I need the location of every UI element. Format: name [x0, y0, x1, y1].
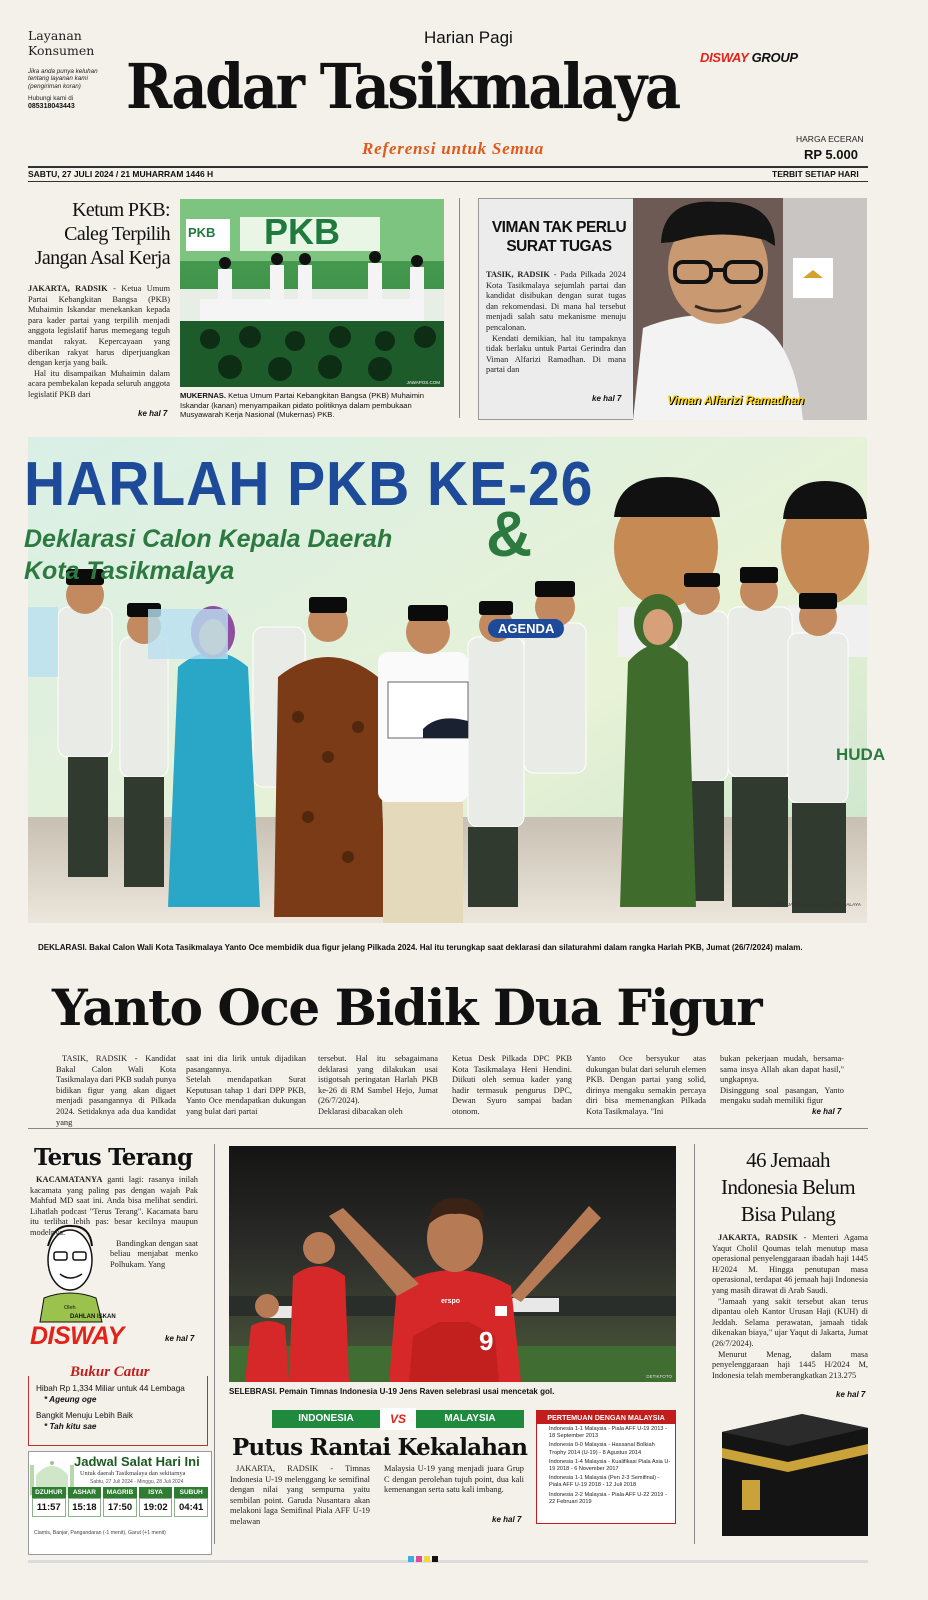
viman-photo: [633, 198, 867, 420]
harlah-photo-credit: RANGGA JATNIKA / RADAR TASIKMALAYA: [765, 903, 861, 908]
prayer-name: SUBUH: [174, 1487, 208, 1498]
viman-photo-name: Viman Alfarizi Ramadhan: [667, 395, 805, 407]
vertical-rule-3: [694, 1144, 695, 1544]
timnas-col-2: Malaysia U-19 yang menjadi juara Grup C dengan perolehan tujuh point, dua kali kemenangan serta satu kali imbang.: [384, 1464, 524, 1495]
pkb-dateline: JAKARTA, RADSIK: [28, 284, 108, 293]
timnas-col-1: JAKARTA, RADSIK - Timnas Indonesia U-19 melenggang ke semifinal dengan nilai yang sempurna yaitu sembilan point. Garuda Nusantara akan melakoni laga Semifinal Piala AFF U-19 melawan: [230, 1464, 370, 1526]
masthead-title: Radar Tasikmalaya: [126, 50, 679, 123]
timnas-jersey-number: 9: [479, 1326, 494, 1356]
team-b-label: MALAYSIA: [416, 1410, 524, 1428]
pertemuan-title: PERTEMUAN DENGAN MALAYSIA: [537, 1411, 675, 1424]
reg-black-mark: [432, 1556, 438, 1562]
pkb-p1: - Ketua Umum Partai Kebangkitan Bangsa (PKB) Muhaimin Iskandar menekankan kepada para kader partai yang terpilih menjadi anggota legislatif harus memegang teguh mandat rakyat. Kepercayaan yang diberikan rakyat harus diperjuangkan dengan kerja yang baik.: [28, 284, 170, 368]
prayer-time: 15:18: [68, 1498, 102, 1517]
jadwal-salat-dates: Sabtu, 27 Juli 2024 · Minggu, 28 Juli 2024: [90, 1479, 184, 1485]
kaaba-icon: [722, 1410, 868, 1536]
jadwal-salat-note: Ciamis, Banjar, Pangandaran (-1 menit), Garut (+1 menit): [34, 1530, 166, 1536]
reg-magenta-mark: [416, 1556, 422, 1562]
prayer-dzuhur: [32, 1487, 66, 1517]
main-bottom-rule: [28, 1128, 868, 1129]
result-item: Indonesia 0-0 Malaysia - Hassanal Bolkiah Trophy 2014 (U-19) - 8 Agustus 2014: [549, 1442, 655, 1456]
prayer-name: DZUHUR: [32, 1487, 66, 1498]
pertemuan-results: [537, 1424, 675, 1506]
timnas-photo: [229, 1146, 676, 1382]
timnas-photo-credit: DETIKFOTO: [646, 1374, 672, 1379]
result-item: Indonesia 1-4 Malaysia - Kualifikasi Piala Asia U-19 2018 - 6 November 2017: [549, 1458, 671, 1473]
team-a-label: INDONESIA: [272, 1410, 380, 1428]
prayer-isya: [139, 1487, 173, 1517]
prayer-time: 19:02: [139, 1498, 173, 1517]
disway-logo: DISWAY: [30, 1322, 124, 1350]
harlah-banner-agenda: AGENDA: [488, 619, 564, 638]
viman-p2: Kendati demikian, hal itu tampaknya tidak berlaku untuk Partai Gerindra dan Viman Alfarizi Ramadhan. Di mana partai dan: [486, 333, 626, 375]
bukur-item-1: Hibah Rp 1,334 Miliar untuk 44 Lembaga: [36, 1384, 185, 1393]
harlah-caption-text: Bakal Calon Wali Kota Tasikmalaya Yanto Oce membidik dua figur jelang Pilkada 2024. Hal itu terungkap saat deklarasi dan silaturahmi dalam rangka Harlah PKB, Jumat (26/7/2024) malam.: [86, 943, 803, 952]
harian-pagi-label: Harian Pagi: [424, 28, 513, 47]
pkb-caption-lead: MUKERNAS.: [180, 391, 226, 400]
prayer-name: ASHAR: [68, 1487, 102, 1498]
pertemuan-box: [536, 1410, 676, 1524]
result-item: Indonesia 1-1 Malaysia - Piala AFF U-19 2013 - 18 September 2013: [549, 1426, 667, 1440]
layanan-hubungi: Hubungi kami di: [28, 95, 74, 102]
main-col-2: saat ini dia lirik untuk dijadikan pasangannya. Setelah mendapatkan Surat Keputusan tahap 1 dari DPP PKB, Yanto Oce mendapatkan dukungan yang bulat dari partai: [186, 1054, 306, 1116]
reg-yellow-mark: [424, 1556, 430, 1562]
pkb-caption: [180, 391, 445, 420]
reg-cyan-mark: [408, 1556, 414, 1562]
terus-terang-body: [30, 1175, 198, 1270]
jemaah-p1: - Menteri Agama Yaqut Cholil Qoumas telah menutup masa operasional penyelenggaraan ibadah haji 1445 H/2024 M. Hingga penutupan masa operasional, terdapat 46 jemaah haji Indonesia yang masih dirawat di Arab Saudi.: [712, 1233, 868, 1295]
pkb-mukernas-photo: [180, 199, 444, 387]
terus-terang-text: ganti lagi: rasanya inilah kacamata yang paling pas dengan wajah Pak Mahfud MD saat ini. Anda bisa melihat sendiri. Lihatlah podcast "Terus Terang". Kacamata baru itu terlihat lebih pas: besar kecilnya maupun modelnya.: [30, 1175, 198, 1237]
terbit-label: TERBIT SETIAP HARI: [772, 169, 859, 179]
main-col-5: Yanto Oce bersyukur atas dukungan bulat dari seluruh elemen PKB. Dengan partai yang solid, dirinya mengaku semakin percaya diri bisa memenangkan Pilkada Kota Tasikmalaya. "Ini: [586, 1054, 707, 1116]
timnas-photo-illustration: [229, 1146, 676, 1382]
viman-photo-illustration: [633, 198, 867, 420]
vertical-rule-1: [459, 198, 460, 418]
disway-group-c: GROUP: [751, 50, 798, 65]
jemaah-p3: Menurut Menag, dalam masa penyelenggaraan haji 1445 H/2024 M, Indonesia telah memberangkatkan 213.275: [712, 1349, 868, 1380]
prayer-magrib: [103, 1487, 137, 1517]
layanan-konsumen-text: Jika anda punya keluhan tentang layanan kami (pengiriman koran): [28, 68, 98, 90]
bukur-catur-items: [36, 1384, 206, 1432]
prayer-name: MAGRIB: [103, 1487, 137, 1498]
jemaah-body: [712, 1233, 868, 1381]
viman-kehal[interactable]: ke hal 7: [592, 394, 622, 403]
timnas-caption: [229, 1387, 676, 1397]
jemaah-headline: 46 Jemaah Indonesia Belum Bisa Pulang: [721, 1148, 855, 1226]
timnas-headline: Putus Rantai Kekalahan: [232, 1434, 528, 1461]
harga-value: RP 5.000: [804, 147, 858, 162]
timnas-jersey-brand: erspo: [441, 1298, 461, 1305]
harlah-banner-amp: &: [486, 498, 533, 570]
edition-date: SABTU, 27 JULI 2024 / 21 MUHARRAM 1446 H: [28, 169, 214, 179]
pkb-headline: Ketum PKB: Caleg Terpilih Jangan Asal Kerja: [34, 199, 170, 269]
pkb-photo-banner: PKB: [264, 211, 341, 252]
disway-group-logo: [700, 50, 798, 65]
pkb-kehal[interactable]: ke hal 7: [138, 409, 168, 418]
match-bar: [272, 1410, 524, 1428]
main-col-1: TASIK, RADSIK - Kandidat Bakal Calon Wali Kota Tasikmalaya dari PKB sudah punya bidikan figur yang akan digaet menjadi pasangannya di Pilkada 2024. Setidaknya ada dua kandidat yang: [56, 1054, 176, 1127]
vertical-rule-2: [214, 1144, 215, 1544]
harlah-banner-sub1: Deklarasi Calon Kepala Daerah: [24, 525, 393, 553]
main-col-3: tersebut. Hal itu sebagaimana deklarasi yang dilakukan usai istigotsah peringatan Harlah PKB ke-26 di RM Sambel Hejo, Jumat (26/7/2024). Deklarasi dibacakan oleh: [318, 1054, 438, 1116]
date-rule: [28, 181, 868, 182]
main-col-6: bukan pekerjaan mudah, bersama-sama insya Allah akan dapat hasil," ungkapnya. Disinggung soal pasangan, Yanto mengaku sudah memiliki figur: [720, 1054, 844, 1106]
viman-p1: - Pada Pilkada 2024 Kota Tasikmalaya sejumlah partai dan kandidat disibukan dengan surat tugas dan rekomendasi. Di mana hal tersebut menjadi salah satu mekanisme menuju pencalonan.: [486, 270, 626, 332]
prayer-time: 11:57: [32, 1498, 66, 1517]
harga-label: HARGA ECERAN: [796, 134, 864, 144]
harlah-banner-sub2: Kota Tasikmalaya: [24, 557, 235, 585]
main-headline: Yanto Oce Bidik Dua Figur: [52, 978, 762, 1037]
timnas-kehal[interactable]: ke hal 7: [492, 1515, 522, 1524]
vs-label: VS: [380, 1408, 416, 1430]
main-col-4: Ketua Desk Pilkada DPC PKB Kota Tasikmalaya Heni Hendini. Diikuti oleh semua kader yang hadir termasuk pengurus DPC, Dewan Syuro sampai badan otonom.: [452, 1054, 572, 1116]
viman-dateline: TASIK, RADSIK: [486, 270, 550, 279]
prayer-subuh: [174, 1487, 208, 1517]
timnas-caption-text: Pemain Timnas Indonesia U-19 Jens Raven selebrasi usai mencetak gol.: [277, 1387, 555, 1396]
bukur-item-1-reply: * Ageung oge: [44, 1394, 97, 1404]
prayer-time: 04:41: [174, 1498, 208, 1517]
jemaah-dateline: JAKARTA, RADSIK: [718, 1233, 798, 1242]
terus-terang-author: DAHLAN ISKAN: [70, 1314, 116, 1320]
viman-headline: VIMAN TAK PERLU SURAT TUGAS: [491, 219, 627, 255]
print-registration-marks: [408, 1556, 438, 1562]
harlah-banner-title: HARLAH PKB KE-26: [24, 450, 594, 519]
terus-terang-oleh: Oleh: [64, 1305, 76, 1311]
harlah-banner-huda: HUDA: [836, 745, 886, 764]
masthead-tagline: Referensi untuk Semua: [362, 139, 545, 158]
jemaah-kehal[interactable]: ke hal 7: [836, 1390, 866, 1399]
prayer-ashar: [68, 1487, 102, 1517]
pkb-body: [28, 284, 170, 401]
kaaba-graphic: [722, 1410, 868, 1536]
main-kehal[interactable]: ke hal 7: [812, 1107, 842, 1116]
viman-body: [486, 270, 626, 376]
harlah-caption-lead: DEKLARASI.: [38, 943, 87, 952]
pkb-photo-credit: JAWAPOS.COM: [406, 380, 440, 385]
jadwal-salat-title: Jadwal Salat Hari Ini: [74, 1454, 200, 1469]
bukur-item-2-reply: * Tah kitu sae: [44, 1421, 97, 1431]
bukur-catur-title: Bukur Catur: [64, 1364, 156, 1381]
layanan-phone: 085318043443: [28, 103, 75, 110]
result-item: Indonesia 2-2 Malaysia - Piala AFF U-22 2019 - 22 Februari 2019: [549, 1491, 667, 1505]
terus-terang-text2: Bandingkan dengan saat beliau menjabat menko Polhukam. Yang: [110, 1238, 198, 1269]
pkb-photo-sign: PKB: [188, 225, 216, 240]
harlah-main-photo: [24, 437, 886, 923]
jadwal-salat-subtitle: Untuk daerah Tasikmalaya dan sekitarnya: [80, 1470, 186, 1477]
pkb-caption-text: Ketua Umum Partai Kebangkitan Bangsa (PKB) Muhaimin Iskandar (kanan) menyampaikan pidato politiknya dalam pembukaan Musyawarah Kerja Nasional (Mukernas) PKB.: [180, 391, 424, 419]
prayer-grid: [32, 1487, 208, 1517]
pkb-p2: Hal itu disampaikan Muhaimin dalam acara pembekalan kepada seluruh anggota legislatif PKB dari: [28, 368, 170, 399]
terus-terang-kehal[interactable]: ke hal 7: [165, 1334, 195, 1343]
prayer-time: 17:50: [103, 1498, 137, 1517]
jemaah-p2: "Jamaah yang sakit tersebut akan terus dipantau oleh Kantor Urusan Haji (KUH) di Jeddah. Selama perawatan, jamaah tidak dikenakan biaya," ujar Yaqut di Jakarta, Jumat (26/7/2024).: [712, 1296, 868, 1348]
layanan-konsumen-title: Layanan Konsumen: [28, 28, 95, 58]
timnas-caption-lead: SELEBRASI.: [229, 1387, 278, 1396]
terus-terang-lead: KACAMATANYA: [36, 1175, 103, 1184]
bukur-item-2: Bangkit Menuju Lebih Baik: [36, 1411, 133, 1420]
masthead-rule: [28, 166, 868, 168]
disway-group-b: WAY: [720, 50, 749, 65]
footer-rule: [28, 1560, 868, 1563]
disway-group-a: DIS: [700, 50, 721, 65]
main-body-columns: [56, 1054, 846, 1127]
terus-terang-title: Terus Terang: [34, 1144, 193, 1171]
result-item: Indonesia 1-1 Malaysia (Pen 2-3 Semifinal) - Piala AFF U-19 2018 - 12 Juli 2018: [549, 1475, 660, 1489]
prayer-name: ISYA: [139, 1487, 173, 1498]
harlah-caption: [38, 943, 858, 953]
